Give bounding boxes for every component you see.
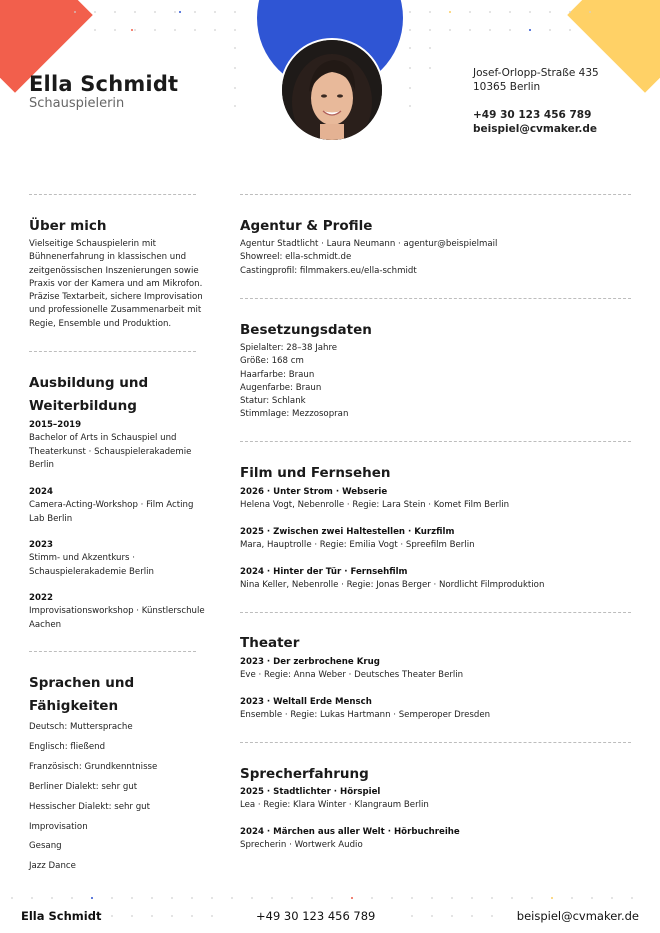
skills-list bbox=[29, 718, 157, 877]
film-item: 2024 · Hinter der Tür · Fernsehfilm Nina Keller, Nebenrolle · Regie: Jonas Berger · Nordlicht Filmproduktion bbox=[240, 567, 545, 591]
address-line-2: 10365 Berlin bbox=[473, 81, 541, 93]
section-title-voice: Sprecherfahrung bbox=[240, 766, 369, 782]
list-item: Französisch: Grundkenntnisse bbox=[29, 761, 158, 772]
divider bbox=[240, 441, 631, 442]
divider bbox=[240, 742, 631, 743]
list-item: Deutsch: Muttersprache bbox=[29, 722, 133, 732]
agency-text: Agentur Stadtlicht · Laura Neumann · agentur@beispielmail Showreel: ella-schmidt.de Castingprofil: filmmakers.eu/ella-schmidt bbox=[240, 239, 498, 276]
voice-item: 2024 · Märchen aus aller Welt · Hörbuchreihe Sprecherin · Wortwerk Audio bbox=[240, 827, 460, 851]
section-title-film: Film und Fernsehen bbox=[240, 465, 391, 481]
section-title-casting: Besetzungsdaten bbox=[240, 322, 372, 338]
divider bbox=[240, 298, 631, 299]
section-title-education: Ausbildung und Weiterbildung bbox=[29, 375, 149, 414]
person-name: Ella Schmidt bbox=[29, 72, 179, 96]
section-title-agency: Agentur & Profile bbox=[240, 218, 373, 234]
divider bbox=[29, 351, 196, 352]
film-item: 2025 · Zwischen zwei Haltestellen · Kurzfilm Mara, Hauptrolle · Regie: Emilia Vogt · Spreefilm Berlin bbox=[240, 527, 475, 551]
address-line-1: Josef-Orlopp-Straße 435 bbox=[473, 67, 599, 79]
education-item: 2015–2019 Bachelor of Arts in Schauspiel und Theaterkunst · Schauspielerakademie Berlin bbox=[29, 420, 192, 470]
list-item: Improvisation bbox=[29, 821, 88, 832]
contact-block bbox=[473, 66, 599, 136]
list-item: Gesang bbox=[29, 841, 62, 852]
list-item: Englisch: fließend bbox=[29, 741, 106, 752]
education-item: 2023 Stimm- und Akzentkurs · Schauspielerakademie Berlin bbox=[29, 540, 154, 577]
phone-number[interactable]: +49 30 123 456 789 bbox=[473, 109, 592, 121]
theater-item: 2023 · Der zerbrochene Krug Eve · Regie: Anna Weber · Deutsches Theater Berlin bbox=[240, 657, 464, 681]
divider bbox=[240, 612, 631, 613]
profile-photo bbox=[280, 38, 384, 142]
footer-phone[interactable]: +49 30 123 456 789 bbox=[256, 909, 376, 923]
education-item: 2024 Camera-Acting-Workshop · Film Acting Lab Berlin bbox=[29, 487, 194, 524]
section-title-skills: Sprachen und Fähigkeiten bbox=[29, 675, 135, 714]
list-item: Hessischer Dialekt: sehr gut bbox=[29, 801, 150, 812]
footer-email[interactable]: beispiel@cvmaker.de bbox=[516, 909, 639, 923]
divider bbox=[29, 194, 196, 195]
voice-item: 2025 · Stadtlichter · Hörspiel Lea · Regie: Klara Winter · Klangraum Berlin bbox=[240, 787, 429, 811]
section-title-theater: Theater bbox=[240, 635, 300, 651]
film-item: 2026 · Unter Strom · Webserie Helena Vogt, Nebenrolle · Regie: Lara Stein · Komet Film Berlin bbox=[240, 487, 510, 511]
theater-item: 2023 · Weltall Erde Mensch Ensemble · Regie: Lukas Hartmann · Semperoper Dresden bbox=[240, 697, 491, 721]
footer-name: Ella Schmidt bbox=[21, 909, 102, 923]
section-title-about: Über mich bbox=[29, 218, 107, 234]
education-item: 2022 Improvisationsworkshop · Künstlerschule Aachen bbox=[29, 593, 205, 630]
list-item: Berliner Dialekt: sehr gut bbox=[29, 781, 138, 792]
divider bbox=[240, 194, 631, 195]
person-role: Schauspielerin bbox=[29, 96, 125, 111]
casting-data: Spielalter: 28–38 Jahre Größe: 168 cm Haarfarbe: Braun Augenfarbe: Braun Statur: Schlank Stimmlage: Mezzosopran bbox=[240, 343, 349, 420]
about-text: Vielseitige Schauspielerin mit Bühnenerfahrung in klassischen und zeitgenössischen Inszenierungen sowie Praxis vor der Kamera und am Mikrofon. Präzise Textarbeit, sichere Improvisation und professionelle Zusammenarbeit mit Regie, Ensemble und Produktion. bbox=[29, 239, 203, 329]
divider bbox=[29, 651, 196, 652]
email-address[interactable]: beispiel@cvmaker.de bbox=[473, 123, 598, 135]
list-item: Jazz Dance bbox=[29, 861, 76, 872]
